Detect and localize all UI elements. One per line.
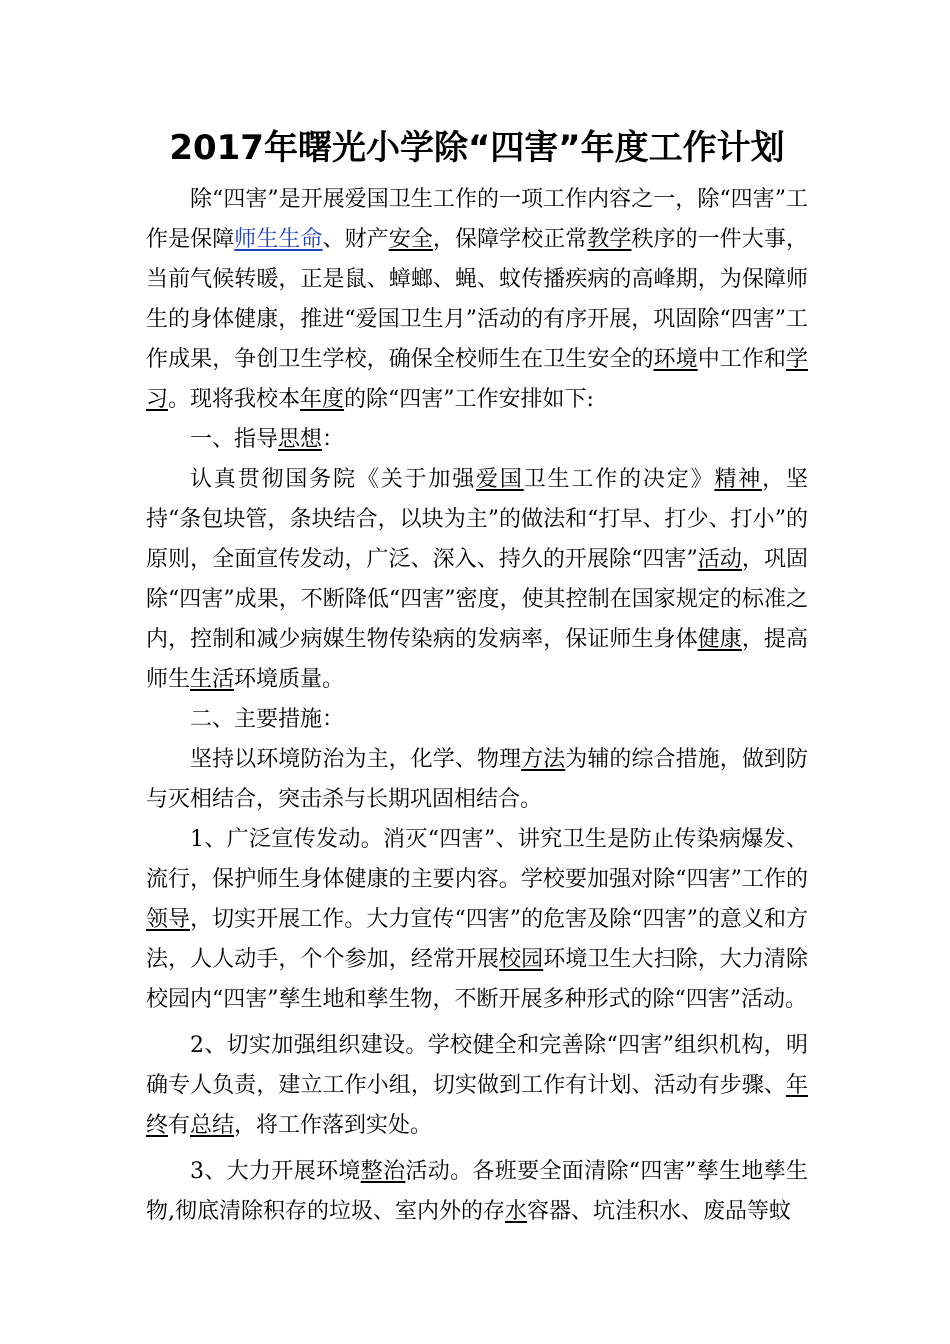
text-run: 二、主要措施： xyxy=(190,707,345,732)
text-run: 活动。各班要全面清除“四害”孳生地孳生物,彻底清除积存的垃圾、室内外的存 xyxy=(146,1159,808,1224)
text-run: 认真贯彻国务院《关于加强 xyxy=(190,467,477,492)
text-run: 环境质量。 xyxy=(234,667,345,692)
document-title: 2017年曙光小学除“四害”年度工作计划 xyxy=(169,128,785,168)
underlined-term: 思想 xyxy=(278,427,323,452)
text-run: 为辅的综合措施，做到防与灭相结合，突击杀与长期巩固相结合。 xyxy=(146,747,808,812)
text-run: 容器、坑洼积水、废品等蚊 xyxy=(527,1199,792,1224)
underlined-term: 安全 xyxy=(388,227,433,252)
text-run: 秩序的一件大事，当前气候转暖，正是鼠、蟑螂、蝇、蚊传播疾病的高峰期，为保障师生的身体健康，推进“爱国卫生月”活动的有序开展，巩固除“四害”工作成果，争创卫生学校，确保全校师生在卫生安全的 xyxy=(146,227,808,372)
text-run: 。现将我校本 xyxy=(168,387,301,412)
underlined-term: 活动 xyxy=(697,547,742,572)
measure-2-paragraph xyxy=(146,1026,808,1146)
text-run: 坚持以环境防治为主，化学、物理 xyxy=(190,747,522,772)
underlined-term: 水 xyxy=(505,1199,528,1224)
text-run: 2、切实加强组织建设。学校健全和完善除“四害”组织机构，明确专人负责，建立工作小组，切实做到工作有计划、活动有步骤、 xyxy=(146,1033,808,1098)
text-run: ，将工作落到实处。 xyxy=(234,1113,433,1138)
intro-paragraph xyxy=(146,180,808,420)
text-run: 中工作和 xyxy=(697,347,786,372)
underlined-term: 总结 xyxy=(190,1113,235,1138)
text-run: 有 xyxy=(168,1113,191,1138)
text-run: 的除“四害”工作安排如下: xyxy=(344,387,594,412)
text-run: 环境卫生大扫除，大力清除校园内“四害”孳生地和孳生物，不断开展多种形式的除“四害”活动。 xyxy=(146,947,808,1012)
text-run: ，提高师生 xyxy=(146,627,808,692)
underlined-term: 学习 xyxy=(146,347,808,412)
text-run: 、财产 xyxy=(322,227,389,252)
underlined-term: 教学 xyxy=(587,227,632,252)
text-run: ，坚持“条包块管，条块结合，以块为主”的做法和“打早、打少、打小”的原则，全面宣传发动，广泛、深入、持久的开展除“四害” xyxy=(146,467,808,572)
text-run: 3、大力开展环境 xyxy=(190,1159,361,1184)
underlined-term: 生活 xyxy=(190,667,235,692)
text-run: ，巩固除“四害”成果，不断降低“四害”密度，使其控制在国家规定的标准之内，控制和减少病媒生物传染病的发病率，保证师生身体 xyxy=(146,547,808,652)
hyperlink[interactable]: 师生生命 xyxy=(234,227,323,252)
section-heading-guiding-thought xyxy=(146,420,808,460)
measure-3-paragraph xyxy=(146,1152,808,1232)
underlined-term: 整治 xyxy=(360,1159,406,1184)
underlined-term: 年终 xyxy=(146,1073,808,1138)
underlined-term: 校园 xyxy=(499,947,544,972)
underlined-term: 精神 xyxy=(714,467,763,492)
text-run: 卫生工作的决定》 xyxy=(523,467,715,492)
text-run: ，保障学校正常 xyxy=(432,227,588,252)
guiding-thought-paragraph xyxy=(146,460,808,700)
text-run: 除“四害”是开展爱国卫生工作的一项工作内容之一，除“四害”工作是保障 xyxy=(146,187,808,252)
text-run: ： xyxy=(322,427,345,452)
text-run: 一、指导 xyxy=(190,427,279,452)
measure-1-paragraph xyxy=(146,820,808,1020)
underlined-term: 健康 xyxy=(697,627,742,652)
underlined-term: 爱国 xyxy=(476,467,524,492)
text-run: ，切实开展工作。大力宣传“四害”的危害及除“四害”的意义和方法，人人动手，个个参加，经常开展 xyxy=(146,907,808,972)
underlined-term: 领导 xyxy=(146,907,191,932)
underlined-term: 方法 xyxy=(521,747,566,772)
underlined-term: 年度 xyxy=(300,387,345,412)
measures-intro-paragraph xyxy=(146,740,808,820)
section-heading-main-measures xyxy=(146,700,808,740)
text-run: 1、广泛宣传发动。消灭“四害”、讲究卫生是防止传染病爆发、流行，保护师生身体健康的主要内容。学校要加强对除“四害”工作的 xyxy=(146,827,808,892)
underlined-term: 环境 xyxy=(653,347,698,372)
